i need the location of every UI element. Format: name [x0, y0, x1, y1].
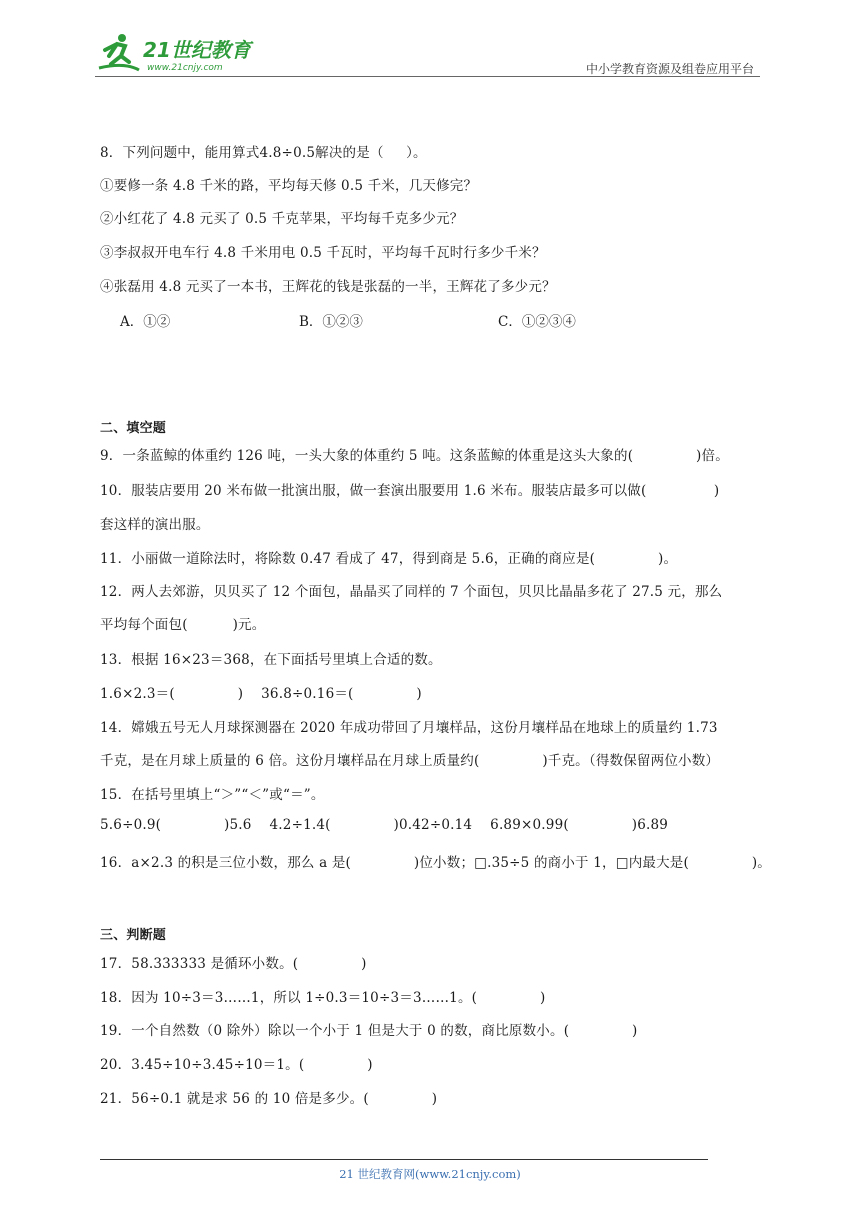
logo-url: www.21cnjy.com — [147, 63, 223, 73]
q14-line-2: 千克，是在月球上质量的 6 倍。这份月壤样品在月球上质量约( )千克。（得数保留两位小数） — [100, 753, 720, 769]
q14-line-1: 14．嫦娥五号无人月球探测器在 2020 年成功带回了月壤样品，这份月壤样品在地球上的质量约 1.73 — [100, 720, 718, 736]
runner-icon — [99, 34, 139, 70]
q18: 18．因为 10÷3＝3……1，所以 1÷0.3＝10÷3＝3……1。( ) — [100, 990, 546, 1006]
platform-name: 中小学教育资源及组卷应用平台 — [585, 62, 754, 76]
q11: 11．小丽做一道除法时，将除数 0.47 看成了 47，得到商是 5.6，正确的商应是( )。 — [100, 551, 678, 567]
page-header — [95, 30, 760, 78]
q16: 16．a×2.3 的积是三位小数，那么 a 是( )位小数；□.35÷5 的商小于 1，□内最大是( )。 — [100, 855, 772, 871]
q8-item-2: ②小红花了 4.8 元买了 0.5 千克苹果，平均每千克多少元？ — [100, 211, 464, 227]
q21: 21．56÷0.1 就是求 56 的 10 倍是多少。( ) — [100, 1091, 438, 1107]
footer-text[interactable]: 21 世纪教育网(www.21cnjy.com) — [339, 1167, 521, 1181]
q12-line-2: 平均每个面包( )元。 — [100, 617, 266, 633]
logo-text: 21世纪教育 — [143, 38, 251, 62]
section-title-true-false: 三、判断题 — [100, 928, 167, 943]
q17: 17．58.333333 是循环小数。( ) — [100, 956, 367, 972]
section-title-fill-blank: 二、填空题 — [100, 421, 167, 436]
q8-item-1: ①要修一条 4.8 千米的路，平均每天修 0.5 千米，几天修完？ — [100, 178, 478, 194]
q20: 20．3.45÷10÷3.45÷10＝1。( ) — [100, 1057, 373, 1073]
q8-item-4: ④张磊用 4.8 元买了一本书，王辉花的钱是张磊的一半，王辉花了多少元？ — [100, 279, 556, 295]
q8-option-c: C．①②③④ — [498, 314, 576, 330]
header-divider — [95, 76, 760, 77]
footer-divider — [100, 1159, 708, 1160]
logo — [95, 32, 265, 74]
q8-stem: 8．下列问题中，能用算式4.8÷0.5解决的是（ ）。 — [100, 145, 427, 161]
q10-line-2: 套这样的演出服。 — [100, 517, 210, 533]
q13-blanks: 1.6×2.3＝( ) 36.8÷0.16＝( ) — [100, 686, 422, 702]
q13-stem: 13．根据 16×23＝368，在下面括号里填上合适的数。 — [100, 652, 442, 668]
q8-item-3: ③李叔叔开电车行 4.8 千米用电 0.5 千瓦时，平均每千瓦时行多少千米？ — [100, 245, 546, 261]
q10-line-1: 10．服装店要用 20 米布做一批演出服，做一套演出服要用 1.6 米布。服装店最多可以做( ) — [100, 483, 720, 499]
q9: 9．一条蓝鲸的体重约 126 吨，一头大象的体重约 5 吨。这条蓝鲸的体重是这头大象的( )倍。 — [100, 448, 729, 464]
q12-line-1: 12．两人去郊游，贝贝买了 12 个面包，晶晶买了同样的 7 个面包，贝贝比晶晶多花了 27.5 元，那么 — [100, 584, 723, 600]
q15-stem: 15．在括号里填上“＞”“＜”或“＝”。 — [100, 787, 325, 803]
q8-option-a: A．①② — [120, 314, 171, 330]
q8-option-b: B．①②③ — [299, 314, 363, 330]
q15-blanks: 5.6÷0.9( )5.6 4.2÷1.4( )0.42÷0.14 6.89×0.99( )6.89 — [100, 817, 669, 833]
q19: 19．一个自然数（0 除外）除以一个小于 1 但是大于 0 的数，商比原数小。( ) — [100, 1023, 638, 1039]
